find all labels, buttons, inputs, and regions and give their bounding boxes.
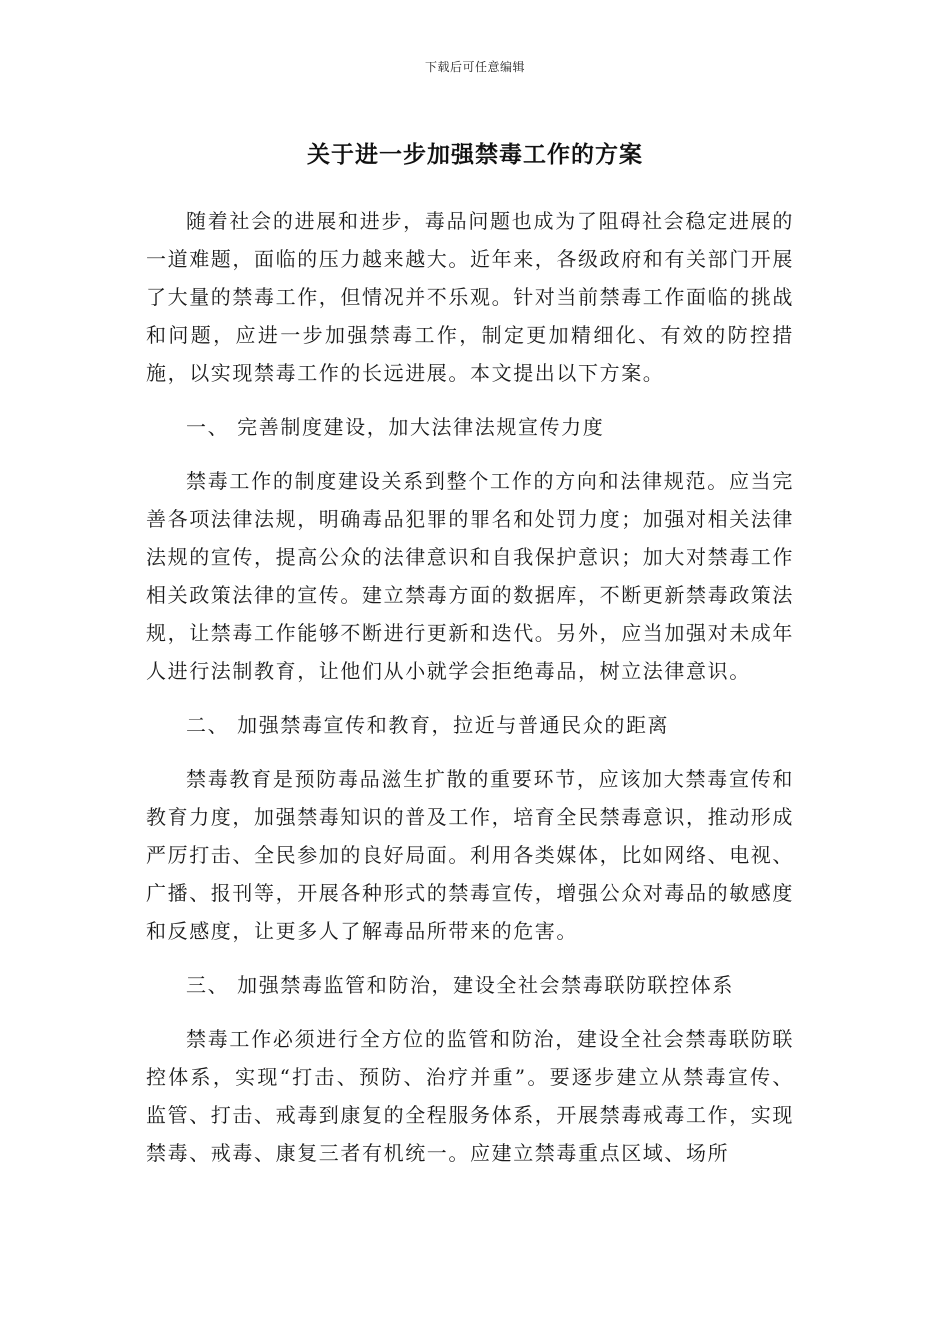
document-body	[146, 202, 794, 1172]
section-1-body: 禁毒工作的制度建设关系到整个工作的方向和法律规范。应当完善各项法律法规，明确毒品犯罪的罪名和处罚力度；加强对相关法律法规的宣传，提高公众的法律意识和自我保护意识；加大对禁毒工作相关政策法律的宣传。建立禁毒方面的数据库，不断更新禁毒政策法规，让禁毒工作能够不断进行更新和迭代。另外，应当加强对未成年人进行法制教育，让他们从小就学会拒绝毒品，树立法律意识。	[146, 469, 794, 683]
document-title: 关于进一步加强禁毒工作的方案	[307, 142, 643, 168]
section-1-heading: 一、 完善制度建设，加大法律法规宣传力度	[186, 415, 605, 439]
section-3-body: 禁毒工作必须进行全方位的监管和防治，建设全社会禁毒联防联控体系，实现“打击、预防、治疗并重”。要逐步建立从禁毒宣传、监管、打击、戒毒到康复的全程服务体系，开展禁毒戒毒工作，实现禁毒、戒毒、康复三者有机统一。应建立禁毒重点区域、场所	[146, 1027, 794, 1165]
intro-paragraph: 随着社会的进展和进步，毒品问题也成为了阻碍社会稳定进展的一道难题，面临的压力越来越大。近年来，各级政府和有关部门开展了大量的禁毒工作，但情况并不乐观。针对当前禁毒工作面临的挑战和问题，应进一步加强禁毒工作，制定更加精细化、有效的防控措施，以实现禁毒工作的长远进展。本文提出以下方案。	[146, 209, 794, 385]
section-2-heading: 二、 加强禁毒宣传和教育，拉近与普通民众的距离	[186, 713, 670, 737]
header-note: 下载后可任意编辑	[424, 60, 525, 74]
section-2-body: 禁毒教育是预防毒品滋生扩散的重要环节，应该加大禁毒宣传和教育力度，加强禁毒知识的普及工作，培育全民禁毒意识，推动形成严厉打击、全民参加的良好局面。利用各类媒体，比如网络、电视、广播、报刊等，开展各种形式的禁毒宣传，增强公众对毒品的敏感度和反感度，让更多人了解毒品所带来的危害。	[146, 767, 794, 943]
section-3-heading: 三、 加强禁毒监管和防治，建设全社会禁毒联防联控体系	[186, 973, 734, 997]
